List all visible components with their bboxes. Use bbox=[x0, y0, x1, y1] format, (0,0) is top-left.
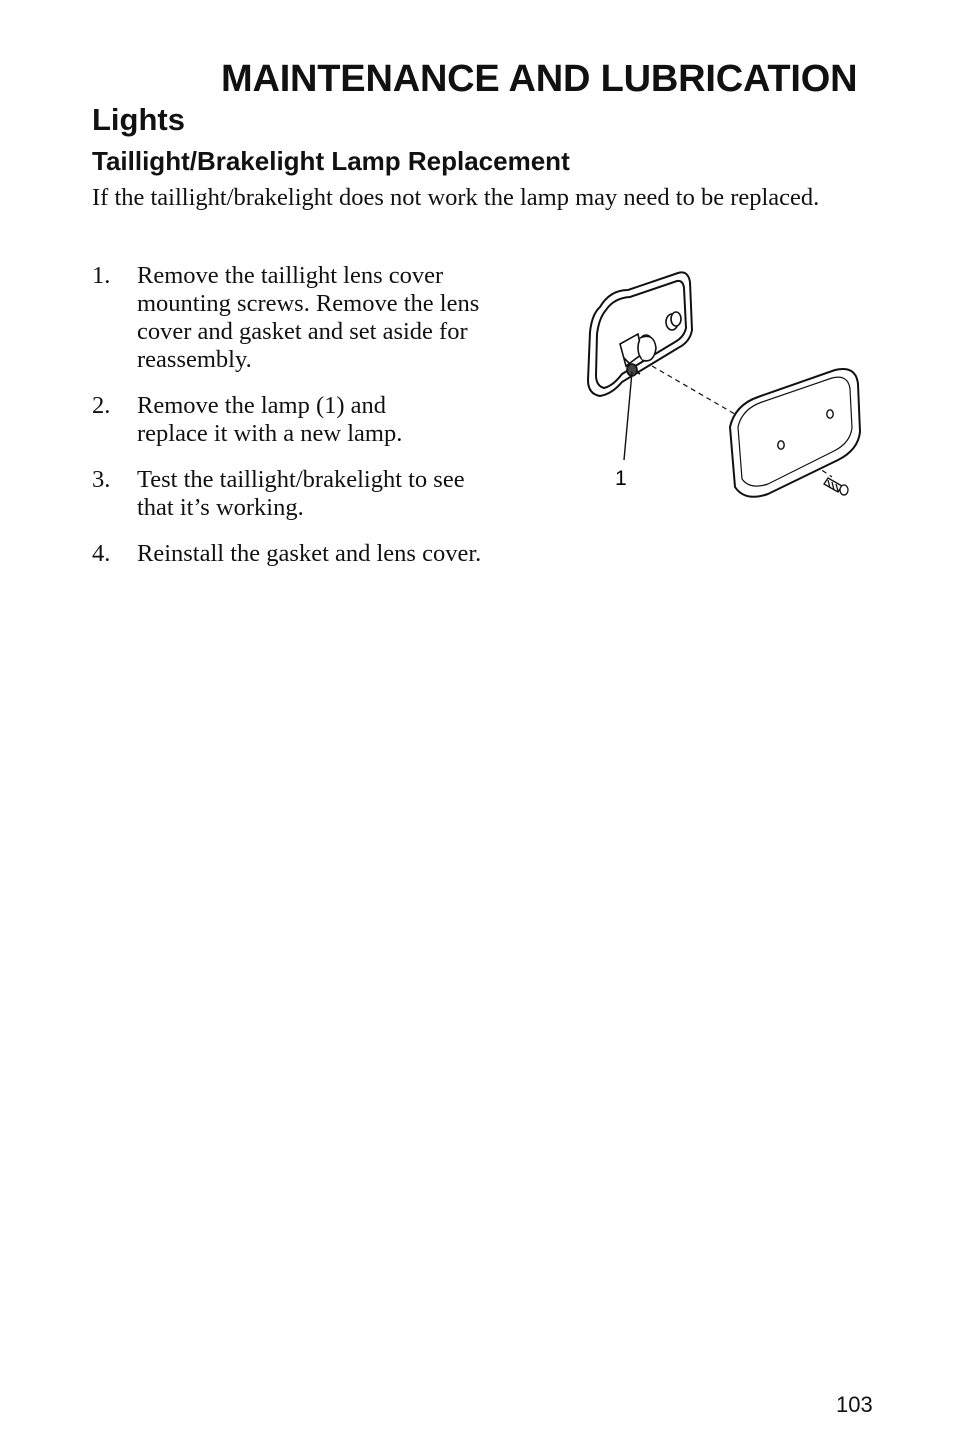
step-item bbox=[92, 466, 532, 522]
step-text: Remove the lamp (1) and replace it with a new lamp. bbox=[137, 392, 403, 447]
step-number: 4. bbox=[92, 540, 111, 567]
lamp-bulb bbox=[620, 334, 656, 376]
step-item bbox=[92, 262, 532, 374]
steps-list bbox=[92, 262, 532, 586]
step-item bbox=[92, 540, 532, 568]
page-number: 103 bbox=[836, 1392, 873, 1417]
chapter-title: MAINTENANCE AND LUBRICATION bbox=[221, 58, 858, 100]
intro-paragraph: If the taillight/brakelight does not work the lamp may need to be replaced. bbox=[92, 184, 820, 211]
step-text: Reinstall the gasket and lens cover. bbox=[137, 540, 482, 567]
step-text: Test the taillight/brakelight to see that it’s working. bbox=[137, 466, 465, 521]
step-number: 2. bbox=[92, 392, 111, 419]
lens-cover bbox=[730, 369, 860, 497]
callout-label-1: 1 bbox=[615, 467, 627, 490]
screw-boss bbox=[666, 312, 681, 330]
callout-leader-line bbox=[624, 372, 632, 460]
taillight-exploded-diagram bbox=[580, 262, 880, 512]
step-number: 1. bbox=[92, 262, 111, 289]
step-item bbox=[92, 392, 532, 448]
step-text: Remove the taillight lens cover mounting screws. Remove the lens cover and gasket and set aside for reassembly. bbox=[137, 262, 480, 373]
subsection-title: Taillight/Brakelight Lamp Replacement bbox=[92, 146, 570, 176]
section-title: Lights bbox=[92, 102, 185, 137]
taillight-housing bbox=[588, 272, 692, 396]
step-number: 3. bbox=[92, 466, 111, 493]
mounting-screw bbox=[824, 478, 848, 495]
